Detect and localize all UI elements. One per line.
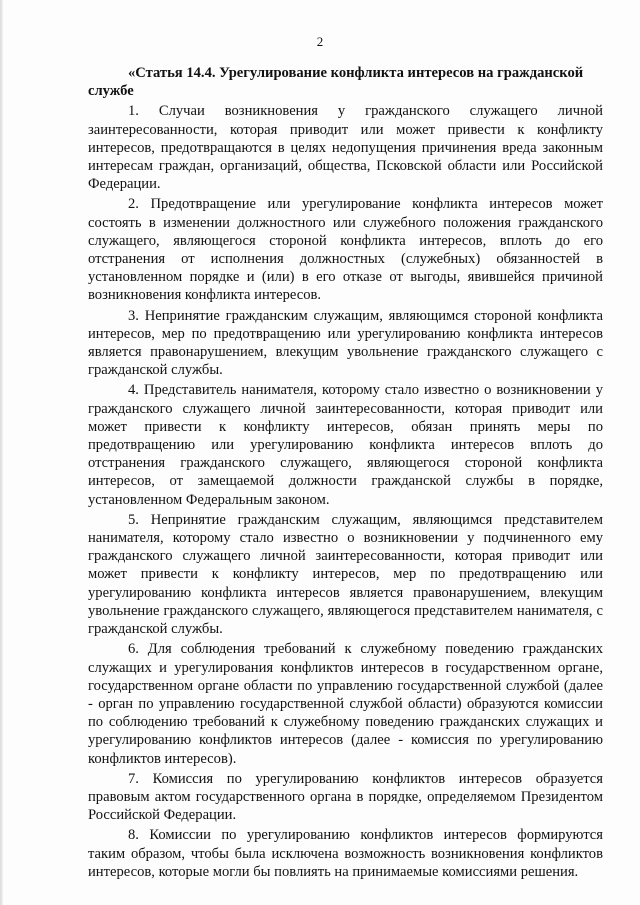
paragraph-2: 2. Предотвращение или урегулирование конфликта интересов может состоять в изменении должностного или служебного положения гражданского служащего, являющегося стороной конфликта интересов, вплоть до его отстранения от исполнения должностных (служебных) обязанностей в установленном порядке и (или) в его отказе от выгоды, явившейся причиной возникновения конфликта интересов.: [88, 196, 603, 304]
scan-edge: [0, 0, 3, 905]
paragraph-6: 6. Для соблюдения требований к служебному поведению гражданских служащих и урегулирования конфликтов интересов в государственном органе, государственном органе области по управлению государственной службой (далее - орган по управлению государственной службой области) образуются комиссии по соблюдению требований к служебному поведению гражданских служащих и урегулированию конфликтов интересов (далее - комиссия по урегулированию конфликтов интересов).: [88, 641, 603, 767]
document-body: [88, 64, 603, 881]
paragraph-3: 3. Непринятие гражданским служащим, являющимся стороной конфликта интересов, мер по предотвращению или урегулированию конфликта интересов является правонарушением, влекущим увольнение гражданского служащего с гражданской службы.: [88, 307, 603, 379]
paragraph-5: 5. Непринятие гражданским служащим, являющимся представителем нанимателя, которому стало известно о возникновении у подчиненного ему гражданского служащего личной заинтересованности, которая приводит или может привести к конфликту интересов, мер по предотвращению или урегулированию конфликта интересов является правонарушением, влекущим увольнение гражданского служащего, являющегося представителем нанимателя, с гражданской службы.: [88, 511, 603, 638]
paragraph-4: 4. Представитель нанимателя, которому стало известно о возникновении у гражданского служащего личной заинтересованности, которая приводит или может привести к конфликту интересов, обязан принять меры по предотвращению или урегулированию конфликта интересов вплоть до отстранения гражданского служащего, являющегося стороной конфликта интересов, от замещаемой должности гражданской службы в порядке, установленном Федеральным законом.: [88, 382, 603, 508]
paragraph-1: 1. Случаи возникновения у гражданского служащего личной заинтересованности, которая приводит или может привести к конфликту интересов, предотвращаются в целях недопущения причинения вреда законным интересам граждан, организаций, общества, Псковской области или Российской Федерации.: [88, 103, 603, 193]
page-number: 2: [316, 34, 324, 49]
paragraph-8: 8. Комиссии по урегулированию конфликтов интересов формируются таким образом, чтобы была исключена возможность возникновения конфликтов интересов, которые могли бы повлиять на принимаемые комиссиями решения.: [88, 827, 603, 880]
paragraph-7: 7. Комиссия по урегулированию конфликтов интересов образуется правовым актом государственного органа в порядке, определяемом Президентом Российской Федерации.: [88, 770, 603, 824]
article-heading: «Статья 14.4. Урегулирование конфликта интересов на гражданской службе: [88, 65, 584, 100]
